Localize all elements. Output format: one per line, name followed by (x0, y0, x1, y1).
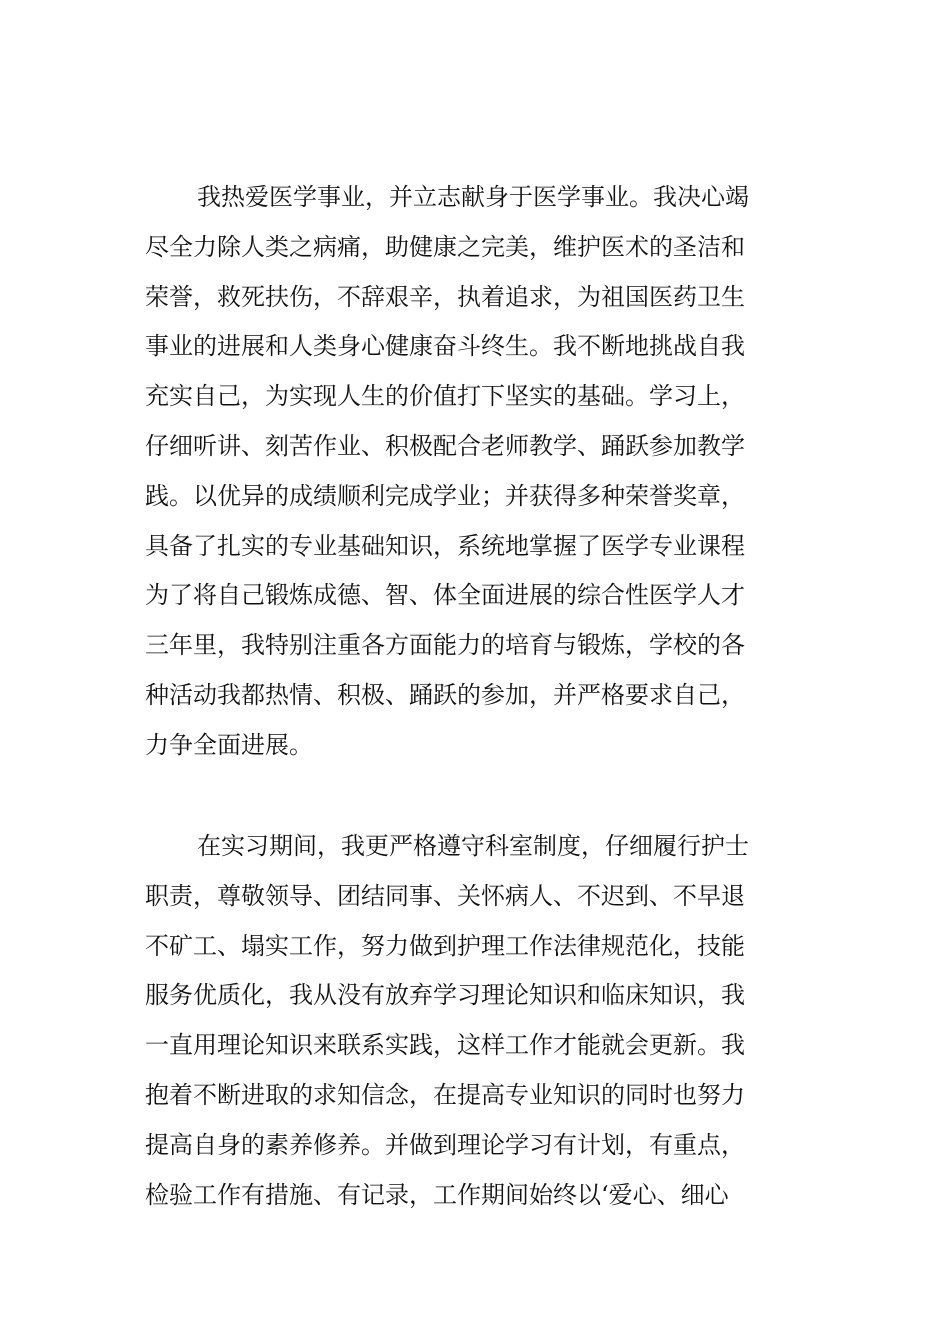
text-line: 尽全力除人类之病痛，助健康之完美，维护医术的圣洁和 (145, 232, 745, 261)
text-line: 力争全面进展。 (145, 730, 313, 759)
text-line: 职责，尊敬领导、团结同事、关怀病人、不迟到、不早退 (145, 881, 745, 910)
text-line: 不矿工、塌实工作，努力做到护理工作法律规范化，技能 (145, 931, 745, 960)
text-line: 荣誉，救死扶伤，不辞艰辛，执着追求，为祖国医药卫生 (145, 282, 745, 311)
text-line: 充实自己，为实现人生的价值打下坚实的基础。学习上， (145, 382, 745, 411)
text-line: 一直用理论知识来联系实践，这样工作才能就会更新。我 (145, 1031, 745, 1060)
paragraph-1 (145, 173, 825, 771)
text-line: 具备了扎实的专业基础知识，系统地掌握了医学专业课程 (145, 531, 745, 560)
text-line: 事业的进展和人类身心健康奋斗终生。我不断地挑战自我 (145, 332, 745, 361)
paragraph-2 (145, 822, 825, 1220)
text-line: 为了将自己锻炼成德、智、体全面进展的综合性医学人才 (145, 581, 745, 610)
text-line: 三年里，我特别注重各方面能力的培育与锻炼，学校的各 (145, 631, 745, 660)
text-line: 仔细听讲、刻苦作业、积极配合老师教学、踊跃参加教学 (145, 431, 745, 460)
text-line: 在实习期间，我更严格遵守科室制度，仔细履行护士 (197, 832, 749, 860)
text-line: 践。以优异的成绩顺利完成学业；并获得多种荣誉奖章， (145, 481, 745, 510)
text-line: 检验工作有措施、有记录，工作期间始终以‘爱心、细心 (145, 1180, 729, 1209)
text-line: 提高自身的素养修养。并做到理论学习有计划，有重点， (145, 1130, 745, 1159)
text-line: 服务优质化，我从没有放弃学习理论知识和临床知识，我 (145, 981, 745, 1010)
text-line: 抱着不断进取的求知信念，在提高专业知识的同时也努力 (145, 1080, 745, 1109)
text-line: 我热爱医学事业，并立志献身于医学事业。我决心竭 (197, 183, 749, 211)
text-line: 种活动我都热情、积极、踊跃的参加，并严格要求自己， (145, 680, 745, 709)
